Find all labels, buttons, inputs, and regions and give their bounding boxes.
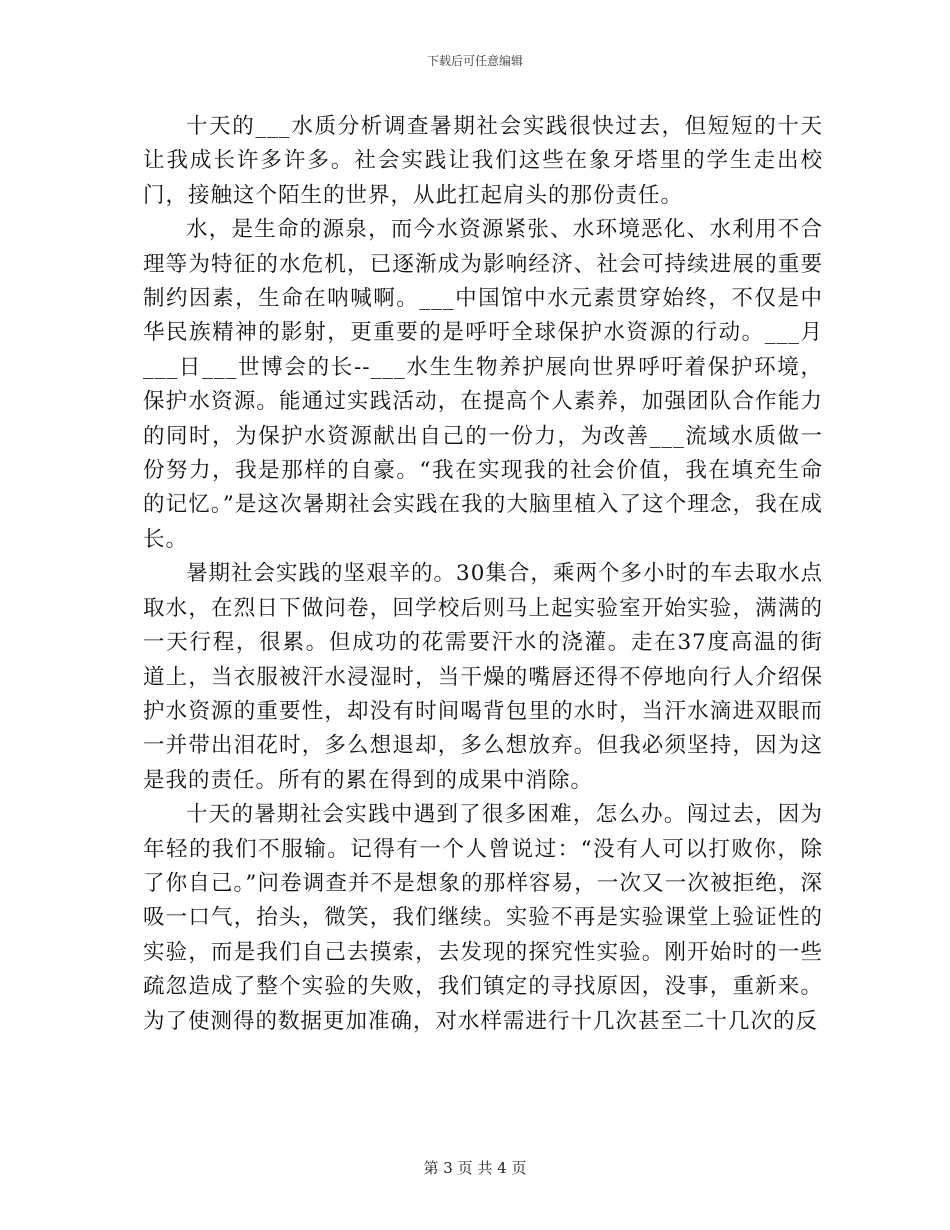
paragraph-1: 十天的___水质分析调查暑期社会实践很快过去，但短短的十天让我成长许多许多。社会实践让我们这些在象牙塔里的学生走出校门，接触这个陌生的世界，从此扛起肩头的那份责任。 [143, 114, 823, 208]
paragraph-3: 暑期社会实践的坚艰辛的。30集合，乘两个多小时的车去取水点取水，在烈日下做问卷，回学校后则马上起实验室开始实验，满满的一天行程，很累。但成功的花需要汗水的浇灌。走在37度高温的街道上，当衣服被汗水浸湿时，当干燥的嘴唇还得不停地向行人介绍保护水资源的重要性，却没有时间喝背包里的水时，当汗水滴进双眼而一并带出泪花时，多么想退却，多么想放弃。但我必须坚持，因为这是我的责任。所有的累在得到的成果中消除。 [143, 561, 823, 793]
paragraph-2: 水，是生命的源泉，而今水资源紧张、水环境恶化、水利用不合理等为特征的水危机，已逐渐成为影响经济、社会可持续进展的重要制约因素，生命在呐喊啊。___中国馆中水元素贯穿始终，不仅是中华民族精神的影射，更重要的是呼吁全球保护水资源的行动。___月___日___世博会的长--___水生生物养护展向世界呼吁着保护环境，保护水资源。能通过实践活动，在提高个人素养，加强团队合作能力的同时，为保护水资源献出自己的一份力，为改善___流域水质做一份努力，我是那样的自豪。“我在实现我的社会价值，我在填充生命的记忆。”是这次暑期社会实践在我的大脑里植入了这个理念，我在成长。 [143, 217, 823, 552]
page-header: 下载后可任意编辑 [426, 54, 523, 68]
paragraph-4: 十天的暑期社会实践中遇到了很多困难，怎么办。闯过去，因为年轻的我们不服输。记得有一个人曾说过：“没有人可以打败你，除了你自己。”问卷调查并不是想象的那样容易，一次又一次被拒绝，深吸一口气，抬头，微笑，我们继续。实验不再是实验课堂上验证性的实验，而是我们自己去摸索，去发现的探究性实验。刚开始时的一些疏忽造成了整个实验的失败，我们镇定的寻找原因，没事，重新来。为了使测得的数据更加准确，对水样需进行十几次甚至二十几次的反 [143, 802, 823, 1034]
document-body [143, 110, 823, 1039]
page-footer: 第 3 页 共 4 页 [423, 1159, 527, 1177]
